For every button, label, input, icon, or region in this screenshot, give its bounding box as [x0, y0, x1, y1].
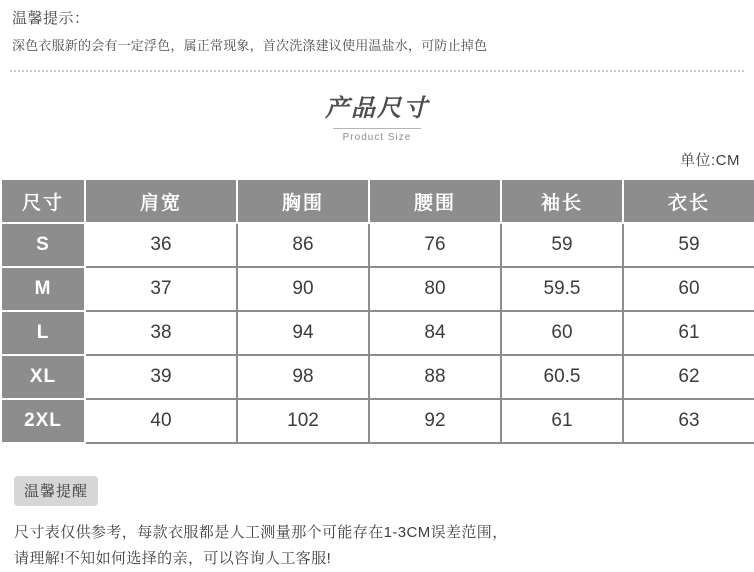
column-header-size: 尺寸: [1, 179, 85, 223]
cell-sleeve: 59.5: [501, 267, 623, 311]
cell-length: 60: [623, 267, 754, 311]
cell-bust: 102: [237, 399, 369, 443]
table-row: [1, 267, 754, 311]
column-header-sleeve: 袖长: [501, 179, 623, 223]
unit-label: 单位:CM: [680, 152, 740, 169]
table-body: [1, 223, 754, 443]
cell-bust: 86: [237, 223, 369, 267]
top-notice: [0, 0, 754, 56]
cell-sleeve: 59: [501, 223, 623, 267]
page-subtitle: Product Size: [342, 132, 412, 143]
cell-length: 63: [623, 399, 754, 443]
cell-sleeve: 61: [501, 399, 623, 443]
cell-waist: 84: [369, 311, 501, 355]
size-table: [0, 178, 754, 444]
page-title: 产品尺寸: [325, 95, 429, 122]
row-size-label: 2XL: [1, 399, 85, 443]
title-block: [0, 94, 754, 143]
table-row: [1, 223, 754, 267]
cell-waist: 76: [369, 223, 501, 267]
cell-length: 61: [623, 311, 754, 355]
title-underline: [333, 128, 421, 129]
cell-waist: 88: [369, 355, 501, 399]
top-notice-title: 温馨提示：: [12, 10, 90, 27]
cell-shoulder: 38: [85, 311, 237, 355]
table-header-row: [1, 179, 754, 223]
cell-bust: 90: [237, 267, 369, 311]
cell-shoulder: 37: [85, 267, 237, 311]
bottom-notice-line-2: 请理解!不知如何选择的亲，可以咨询人工客服!: [14, 550, 332, 567]
top-notice-body: 深色衣服新的会有一定浮色，属正常现象，首次洗涤建议使用温盐水，可防止掉色: [12, 38, 488, 53]
cell-waist: 80: [369, 267, 501, 311]
table-row: [1, 355, 754, 399]
row-size-label: M: [1, 267, 85, 311]
cell-shoulder: 39: [85, 355, 237, 399]
cell-length: 62: [623, 355, 754, 399]
bottom-notice: [0, 476, 754, 572]
dotted-divider: [10, 70, 744, 72]
row-size-label: XL: [1, 355, 85, 399]
cell-bust: 94: [237, 311, 369, 355]
column-header-shoulder: 肩宽: [85, 179, 237, 223]
column-header-bust: 胸围: [237, 179, 369, 223]
bottom-notice-badge: 温馨提醒: [14, 476, 98, 506]
column-header-length: 衣长: [623, 179, 754, 223]
cell-waist: 92: [369, 399, 501, 443]
cell-sleeve: 60.5: [501, 355, 623, 399]
row-size-label: S: [1, 223, 85, 267]
cell-length: 59: [623, 223, 754, 267]
column-header-waist: 腰围: [369, 179, 501, 223]
cell-shoulder: 40: [85, 399, 237, 443]
table-row: [1, 399, 754, 443]
cell-sleeve: 60: [501, 311, 623, 355]
row-size-label: L: [1, 311, 85, 355]
table-header: [1, 179, 754, 223]
cell-bust: 98: [237, 355, 369, 399]
cell-shoulder: 36: [85, 223, 237, 267]
bottom-notice-line-1: 尺寸表仅供参考，每款衣服都是人工测量那个可能存在1-3CM误差范围，: [14, 524, 508, 541]
table-row: [1, 311, 754, 355]
